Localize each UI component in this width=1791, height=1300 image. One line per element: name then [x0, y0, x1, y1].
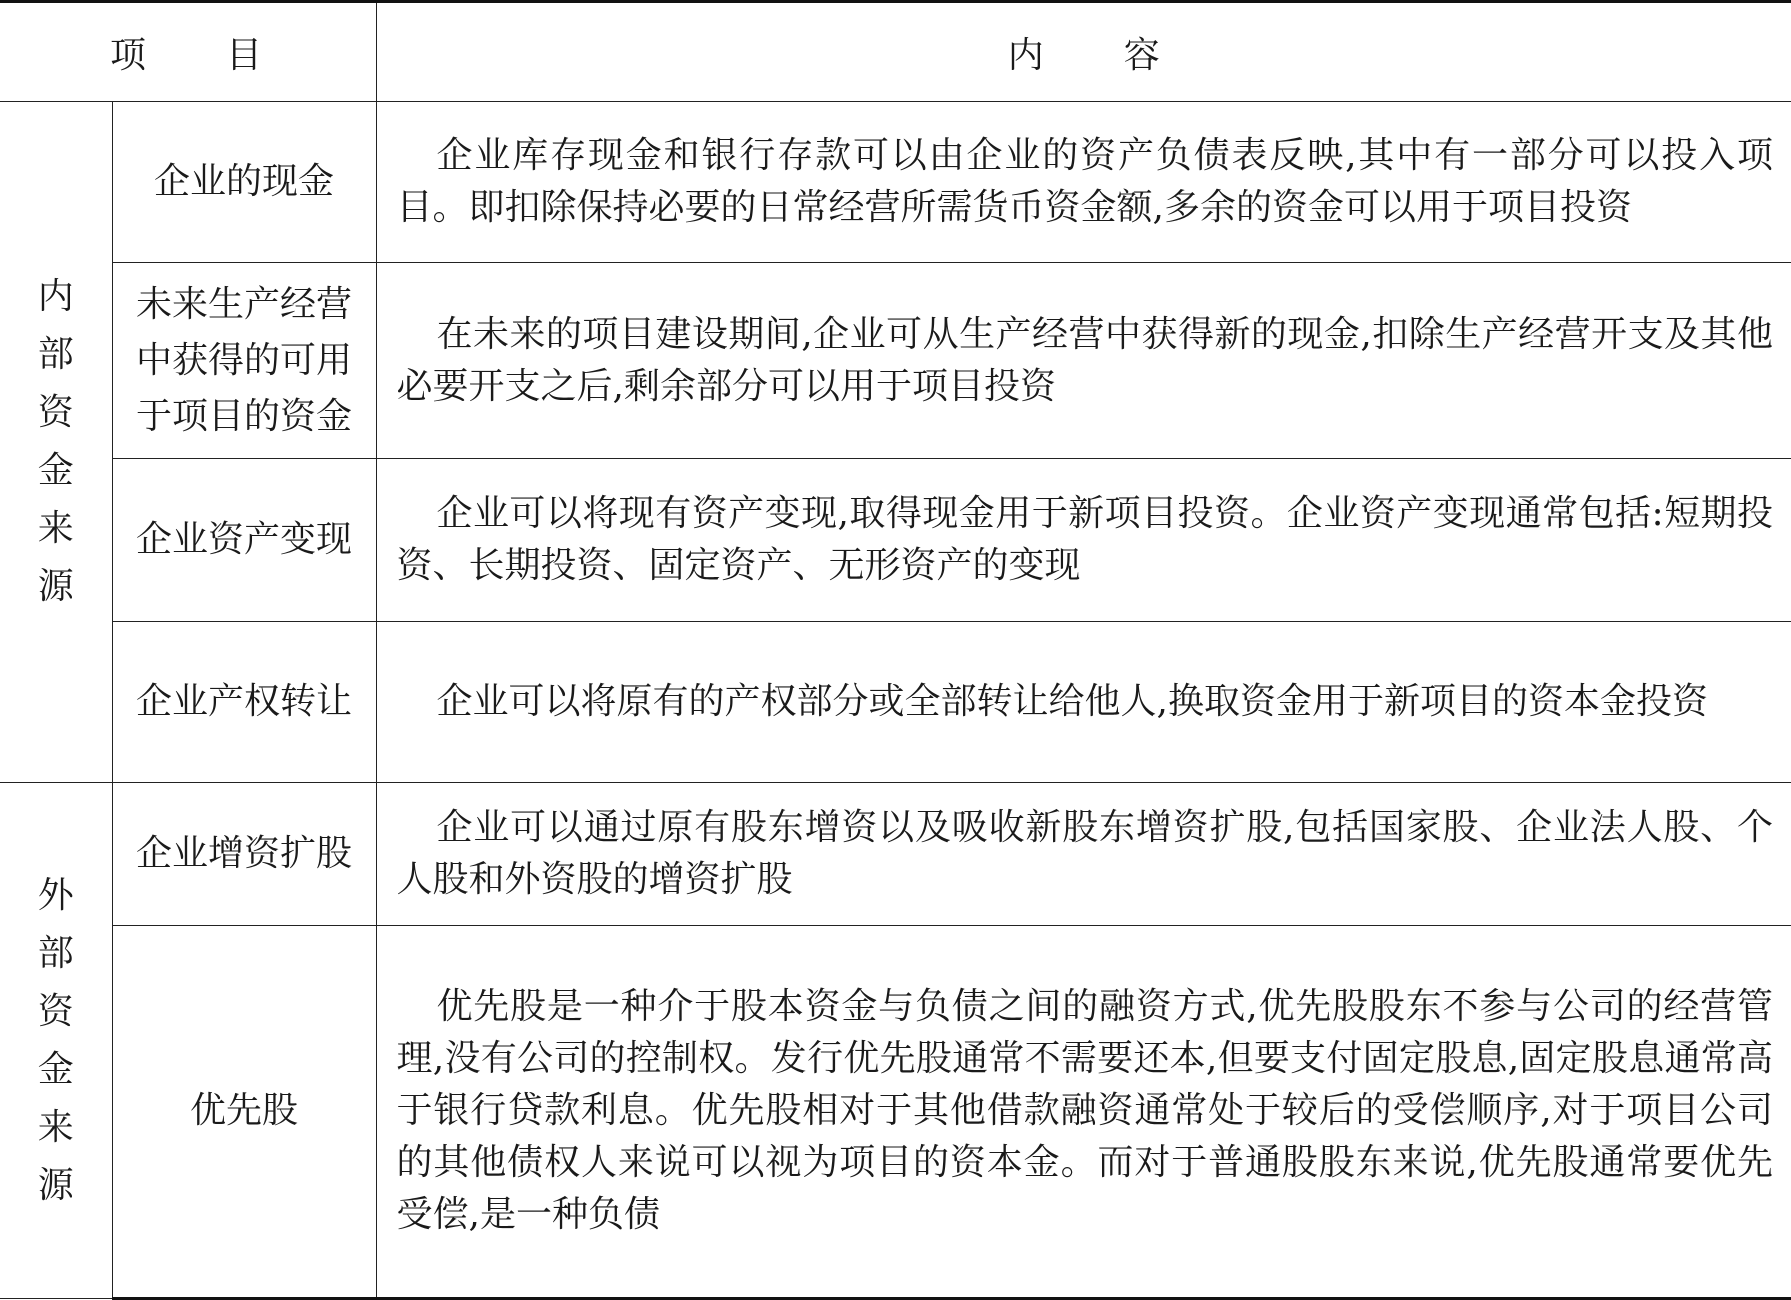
table-row [0, 925, 1791, 1298]
header-content-char-1: 内 [1007, 34, 1044, 76]
content-cell [376, 263, 1791, 459]
table-row [0, 263, 1791, 459]
group-label-external: 外部资金来源 [0, 783, 112, 1299]
item-cell: 企业增资扩股 [112, 783, 376, 926]
group-label-internal: 内部资金来源 [0, 102, 112, 783]
item-cell: 优先股 [112, 925, 376, 1298]
table-row [0, 458, 1791, 621]
content-cell [376, 925, 1791, 1298]
content-text: 企业可以将现有资产变现,取得现金用于新项目投资。企业资产变现通常包括:短期投资、长期投资、固定资产、无形资产的变现 [396, 493, 1773, 587]
content-cell [376, 622, 1791, 783]
header-content-char-2: 容 [1123, 34, 1160, 76]
item-cell: 企业的现金 [112, 102, 376, 263]
item-cell: 未来生产经营中获得的可用于项目的资金 [112, 263, 376, 459]
header-item-char-2: 目 [226, 34, 263, 76]
table-row [0, 102, 1791, 263]
content-cell [376, 102, 1791, 263]
content-cell [376, 458, 1791, 621]
table-row [0, 783, 1791, 926]
content-text: 优先股是一种介于股本资金与负债之间的融资方式,优先股股东不参与公司的经营管理,没有公司的控制权。发行优先股通常不需要还本,但要支付固定股息,固定股息通常高于银行贷款利息。优先股相对于其他借款融资通常处于较后的受偿顺序,对于项目公司的其他债权人来说可以视为项目的资本金。而对于普通股股东来说,优先股通常要优先受偿,是一种负债 [396, 986, 1773, 1236]
table-header-row [0, 2, 1791, 102]
header-item-char-1: 项 [110, 34, 147, 76]
content-text: 企业可以通过原有股东增资以及吸收新股东增资扩股,包括国家股、企业法人股、个人股和外资股的增资扩股 [396, 806, 1773, 900]
item-cell: 企业资产变现 [112, 458, 376, 621]
header-item-cell [0, 2, 376, 102]
content-cell [376, 783, 1791, 926]
content-text: 企业库存现金和银行存款可以由企业的资产负债表反映,其中有一部分可以投入项目。即扣除保持必要的日常经营所需货币资金额,多余的资金可以用于项目投资 [396, 135, 1773, 229]
header-content-cell [376, 2, 1791, 102]
content-text: 在未来的项目建设期间,企业可从生产经营中获得新的现金,扣除生产经营开支及其他必要开支之后,剩余部分可以用于项目投资 [396, 313, 1773, 407]
content-text: 企业可以将原有的产权部分或全部转让给他人,换取资金用于新项目的资本金投资 [436, 681, 1708, 723]
item-cell: 企业产权转让 [112, 622, 376, 783]
table-row [0, 622, 1791, 783]
